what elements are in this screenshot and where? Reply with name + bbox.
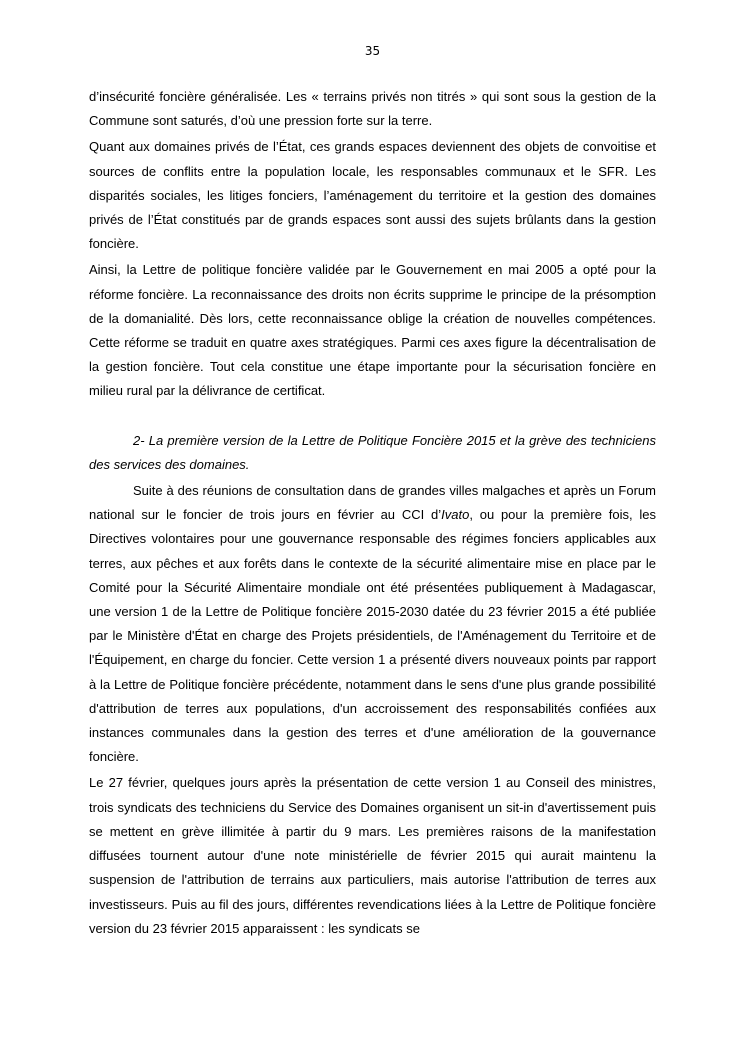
paragraph-domaines-prives: Quant aux domaines privés de l’État, ces grands espaces deviennent des objets de convoitise et sources de conflits entre la population locale, les responsables communaux et le SFR. Les disparités sociales, les litiges fonciers, l’aménagement du territoire et la gestion des domaines privés de l’État constitués par de grands espaces sont aussi des sujets brûlants dans la gestion foncière.	[89, 139, 656, 252]
paragraph-greve: Le 27 février, quelques jours après la présentation de cette version 1 au Conseil des ministres, trois syndicats des techniciens du Service des Domaines organisent un sit-in d'avertissement puis se mettent en grève illimitée à partir du 9 mars. Les premières raisons de la manifestation diffusées tournent autour d'une note ministérielle de février 2015 qui aurait maintenu la suspension de l'attribution de terrains aux particuliers, mais autorise l'attribution de terres aux investisseurs. Puis au fil des jours, différentes revendications liées à la Lettre de Politique foncière version du 23 février 2015 apparaissent : les syndicats se	[89, 775, 656, 936]
consultation-text-start: Suite à des réunions de consultation dans de grandes villes malgaches et après un Forum national sur le foncier de trois jours en février au CCI d’	[89, 483, 656, 523]
paragraph-consultation	[89, 479, 656, 769]
paragraph-lettre-politique-2005: Ainsi, la Lettre de politique foncière validée par le Gouvernement en mai 2005 a opté pour la réforme foncière. La reconnaissance des droits non écrits supprime le principe de la présomption de la domanialité. Dès lors, cette reconnaissance oblige la création de nouvelles compétences. Cette réforme se traduit en quatre axes stratégiques. Parmi ces axes figure la décentralisation de la gestion foncière. Tout cela constitue une étape importante pour la sécurisation foncière en milieu rural par la délivrance de certificat.	[89, 262, 656, 399]
place-name-ivato: Ivato	[441, 507, 470, 523]
section-gap	[89, 404, 656, 429]
consultation-text-end: , ou pour la première fois, les Directives volontaires pour une gouvernance responsable des régimes fonciers applicables aux terres, aux pêches et aux forêts dans le contexte de la sécurité alimentaire mise en place par le Comité pour la Sécurité Alimentaire mondiale ont été présentées publiquement à Madagascar, une version 1 de la Lettre de Politique foncière 2015-2030 datée du 23 février 2015 a été publiée par le Ministère d'État en charge des Projets présidentiels, de l'Aménagement du Territoire et de l'Équipement, en charge du foncier. Cette version 1 a présenté divers nouveaux points par rapport à la Lettre de Politique foncière précédente, notamment dans le sens d'une plus grande possibilité d'attribution de terres aux populations, d'un accroissement des responsabilités confiées aux instances communales dans la gestion des terres et d'une amélioration de la gouvernance foncière.	[89, 507, 656, 765]
section-heading: 2- La première version de la Lettre de Politique Foncière 2015 et la grève des techniciens des services des domaines.	[89, 432, 656, 472]
page-number: 35	[364, 44, 381, 58]
paragraph-insecurite: d’insécurité foncière généralisée. Les « terrains privés non titrés » qui sont sous la gestion de la Commune sont saturés, d’où une pression forte sur la terre.	[89, 89, 656, 129]
document-body	[89, 85, 656, 941]
